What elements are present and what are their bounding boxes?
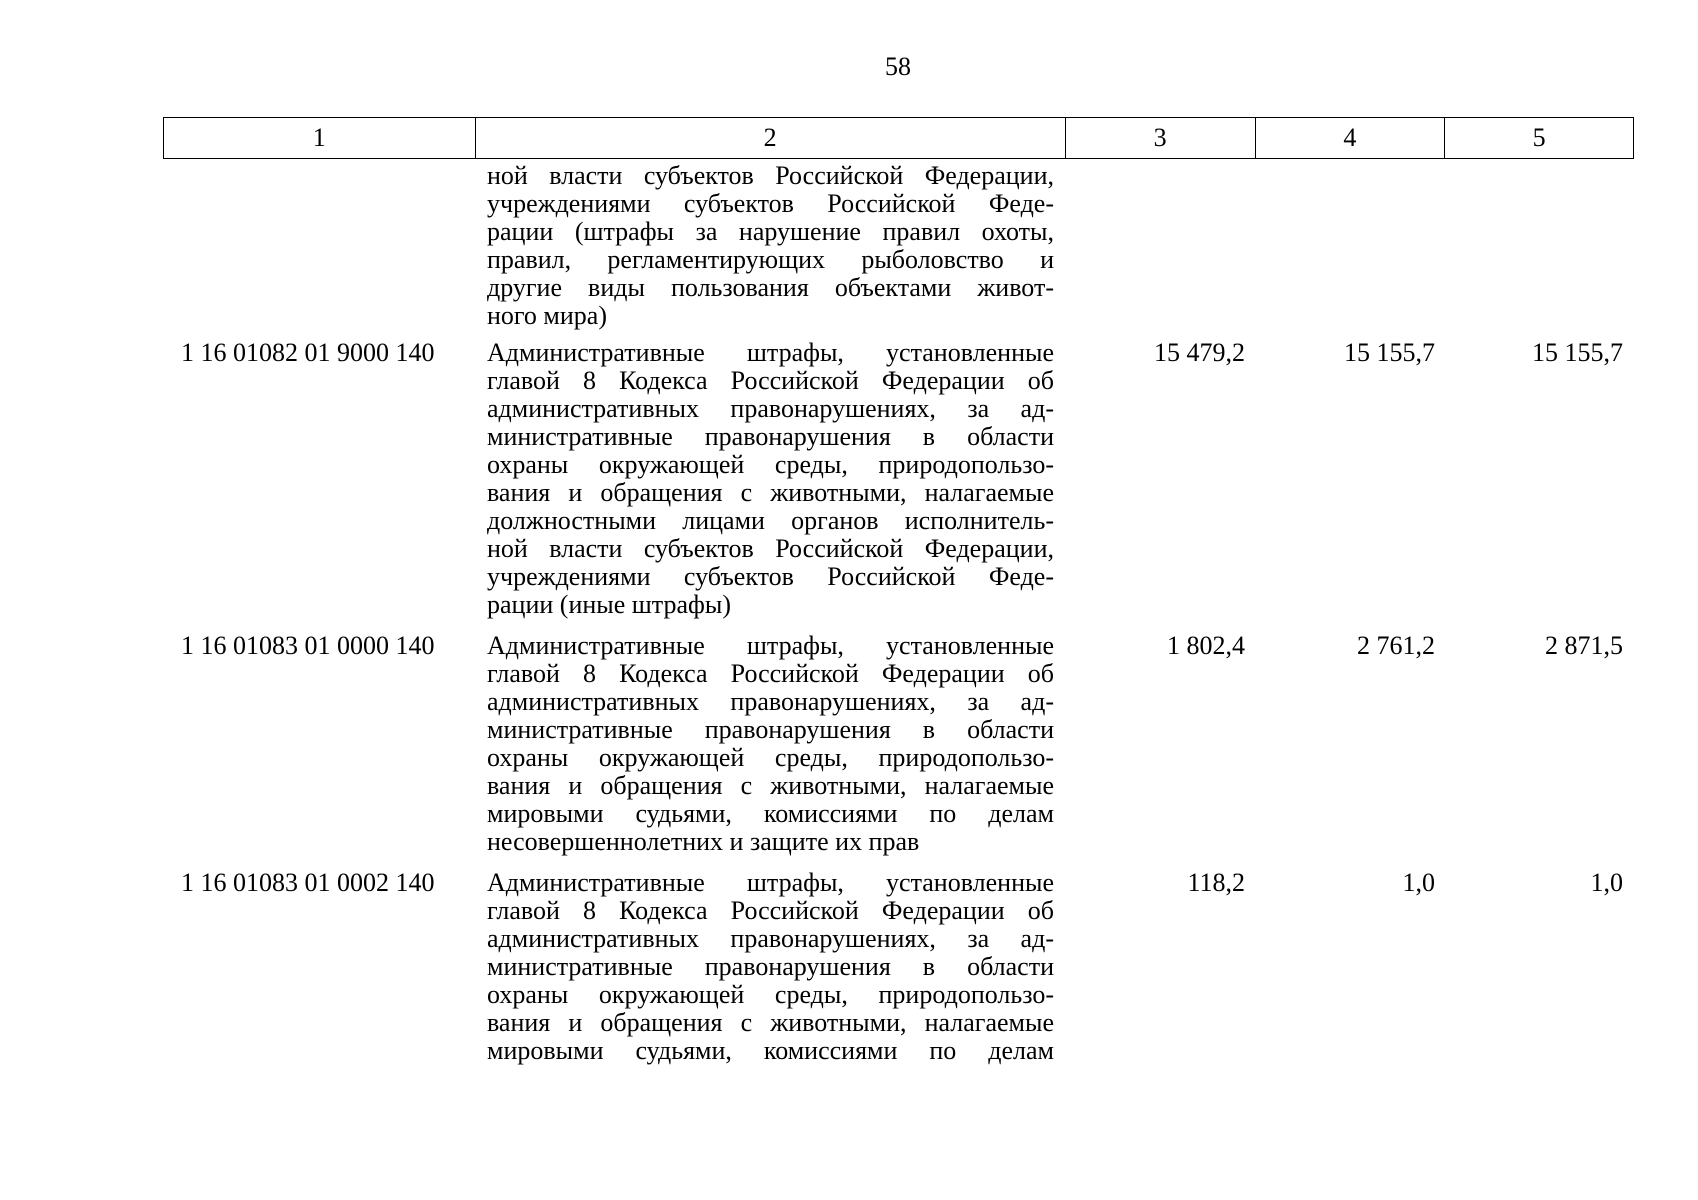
description-line: ного мира) (487, 301, 607, 330)
description-line: министративные правонарушения в области (487, 422, 1054, 451)
description-line: охраны окружающей среды, природопользо- (487, 450, 1054, 479)
description-line: Административные штрафы, установленные (487, 631, 1054, 660)
description-line: вания и обращения с животными, налагаемые (487, 478, 1054, 507)
description-line: главой 8 Кодекса Российской Федерации об (487, 366, 1054, 395)
description-line: вания и обращения с животными, налагаемые (487, 771, 1054, 800)
description-line: ной власти субъектов Российской Федерации, (487, 534, 1054, 563)
row-description (487, 339, 1054, 619)
description-line: административных правонарушениях, за ад- (487, 394, 1054, 423)
row-code: 1 16 01083 01 0002 140 (181, 868, 435, 897)
description-line: мировыми судьями, комиссиями по делам (487, 1036, 1054, 1065)
page-number: 58 (885, 52, 911, 81)
description-line: рации (иные штрафы) (487, 590, 731, 619)
header-col-4: 4 (1256, 118, 1446, 158)
description-line: другие виды пользования объектами живот- (487, 273, 1054, 302)
description-line: учреждениями субъектов Российской Феде- (487, 562, 1054, 591)
description-line: главой 8 Кодекса Российской Федерации об (487, 659, 1054, 688)
description-line: Административные штрафы, установленные (487, 868, 1054, 897)
row-description (487, 632, 1054, 856)
table-header-row (163, 117, 1634, 159)
row-code: 1 16 01083 01 0000 140 (181, 631, 435, 660)
value-col-4: 2 761,2 (1357, 631, 1435, 660)
description-line: главой 8 Кодекса Российской Федерации об (487, 896, 1054, 925)
description-line: административных правонарушениях, за ад- (487, 924, 1054, 953)
description-line: учреждениями субъектов Российской Феде- (487, 189, 1054, 218)
description-line: охраны окружающей среды, природопользо- (487, 743, 1054, 772)
value-col-5: 1,0 (1590, 868, 1623, 897)
description-line: рации (штрафы за нарушение правил охоты, (487, 217, 1054, 246)
description-line: несовершеннолетних и защите их прав (487, 827, 920, 856)
value-col-3: 1 802,4 (1167, 631, 1245, 660)
description-line: охраны окружающей среды, природопользо- (487, 980, 1054, 1009)
description-line: должностными лицами органов исполнитель- (487, 506, 1054, 535)
row-description (487, 162, 1054, 330)
value-col-4: 15 155,7 (1344, 338, 1435, 367)
description-line: административных правонарушениях, за ад- (487, 687, 1054, 716)
value-col-3: 15 479,2 (1154, 338, 1245, 367)
description-line: мировыми судьями, комиссиями по делам (487, 799, 1054, 828)
header-col-1: 1 (164, 118, 476, 158)
value-col-5: 2 871,5 (1545, 631, 1623, 660)
description-line: правил, регламентирующих рыболовство и (487, 245, 1054, 274)
header-col-5: 5 (1532, 123, 1546, 152)
description-line: министративные правонарушения в области (487, 715, 1054, 744)
header-col-3: 3 (1066, 118, 1256, 158)
value-col-4: 1,0 (1402, 868, 1435, 897)
description-line: министративные правонарушения в области (487, 952, 1054, 981)
description-line: вания и обращения с животными, налагаемые (487, 1008, 1054, 1037)
value-col-3: 118,2 (1187, 868, 1245, 897)
row-code: 1 16 01082 01 9000 140 (181, 338, 435, 367)
row-description (487, 869, 1054, 1065)
header-col-2: 2 (476, 118, 1066, 158)
value-col-5: 15 155,7 (1532, 338, 1623, 367)
description-line: Административные штрафы, установленные (487, 338, 1054, 367)
description-line: ной власти субъектов Российской Федерации, (487, 161, 1054, 190)
